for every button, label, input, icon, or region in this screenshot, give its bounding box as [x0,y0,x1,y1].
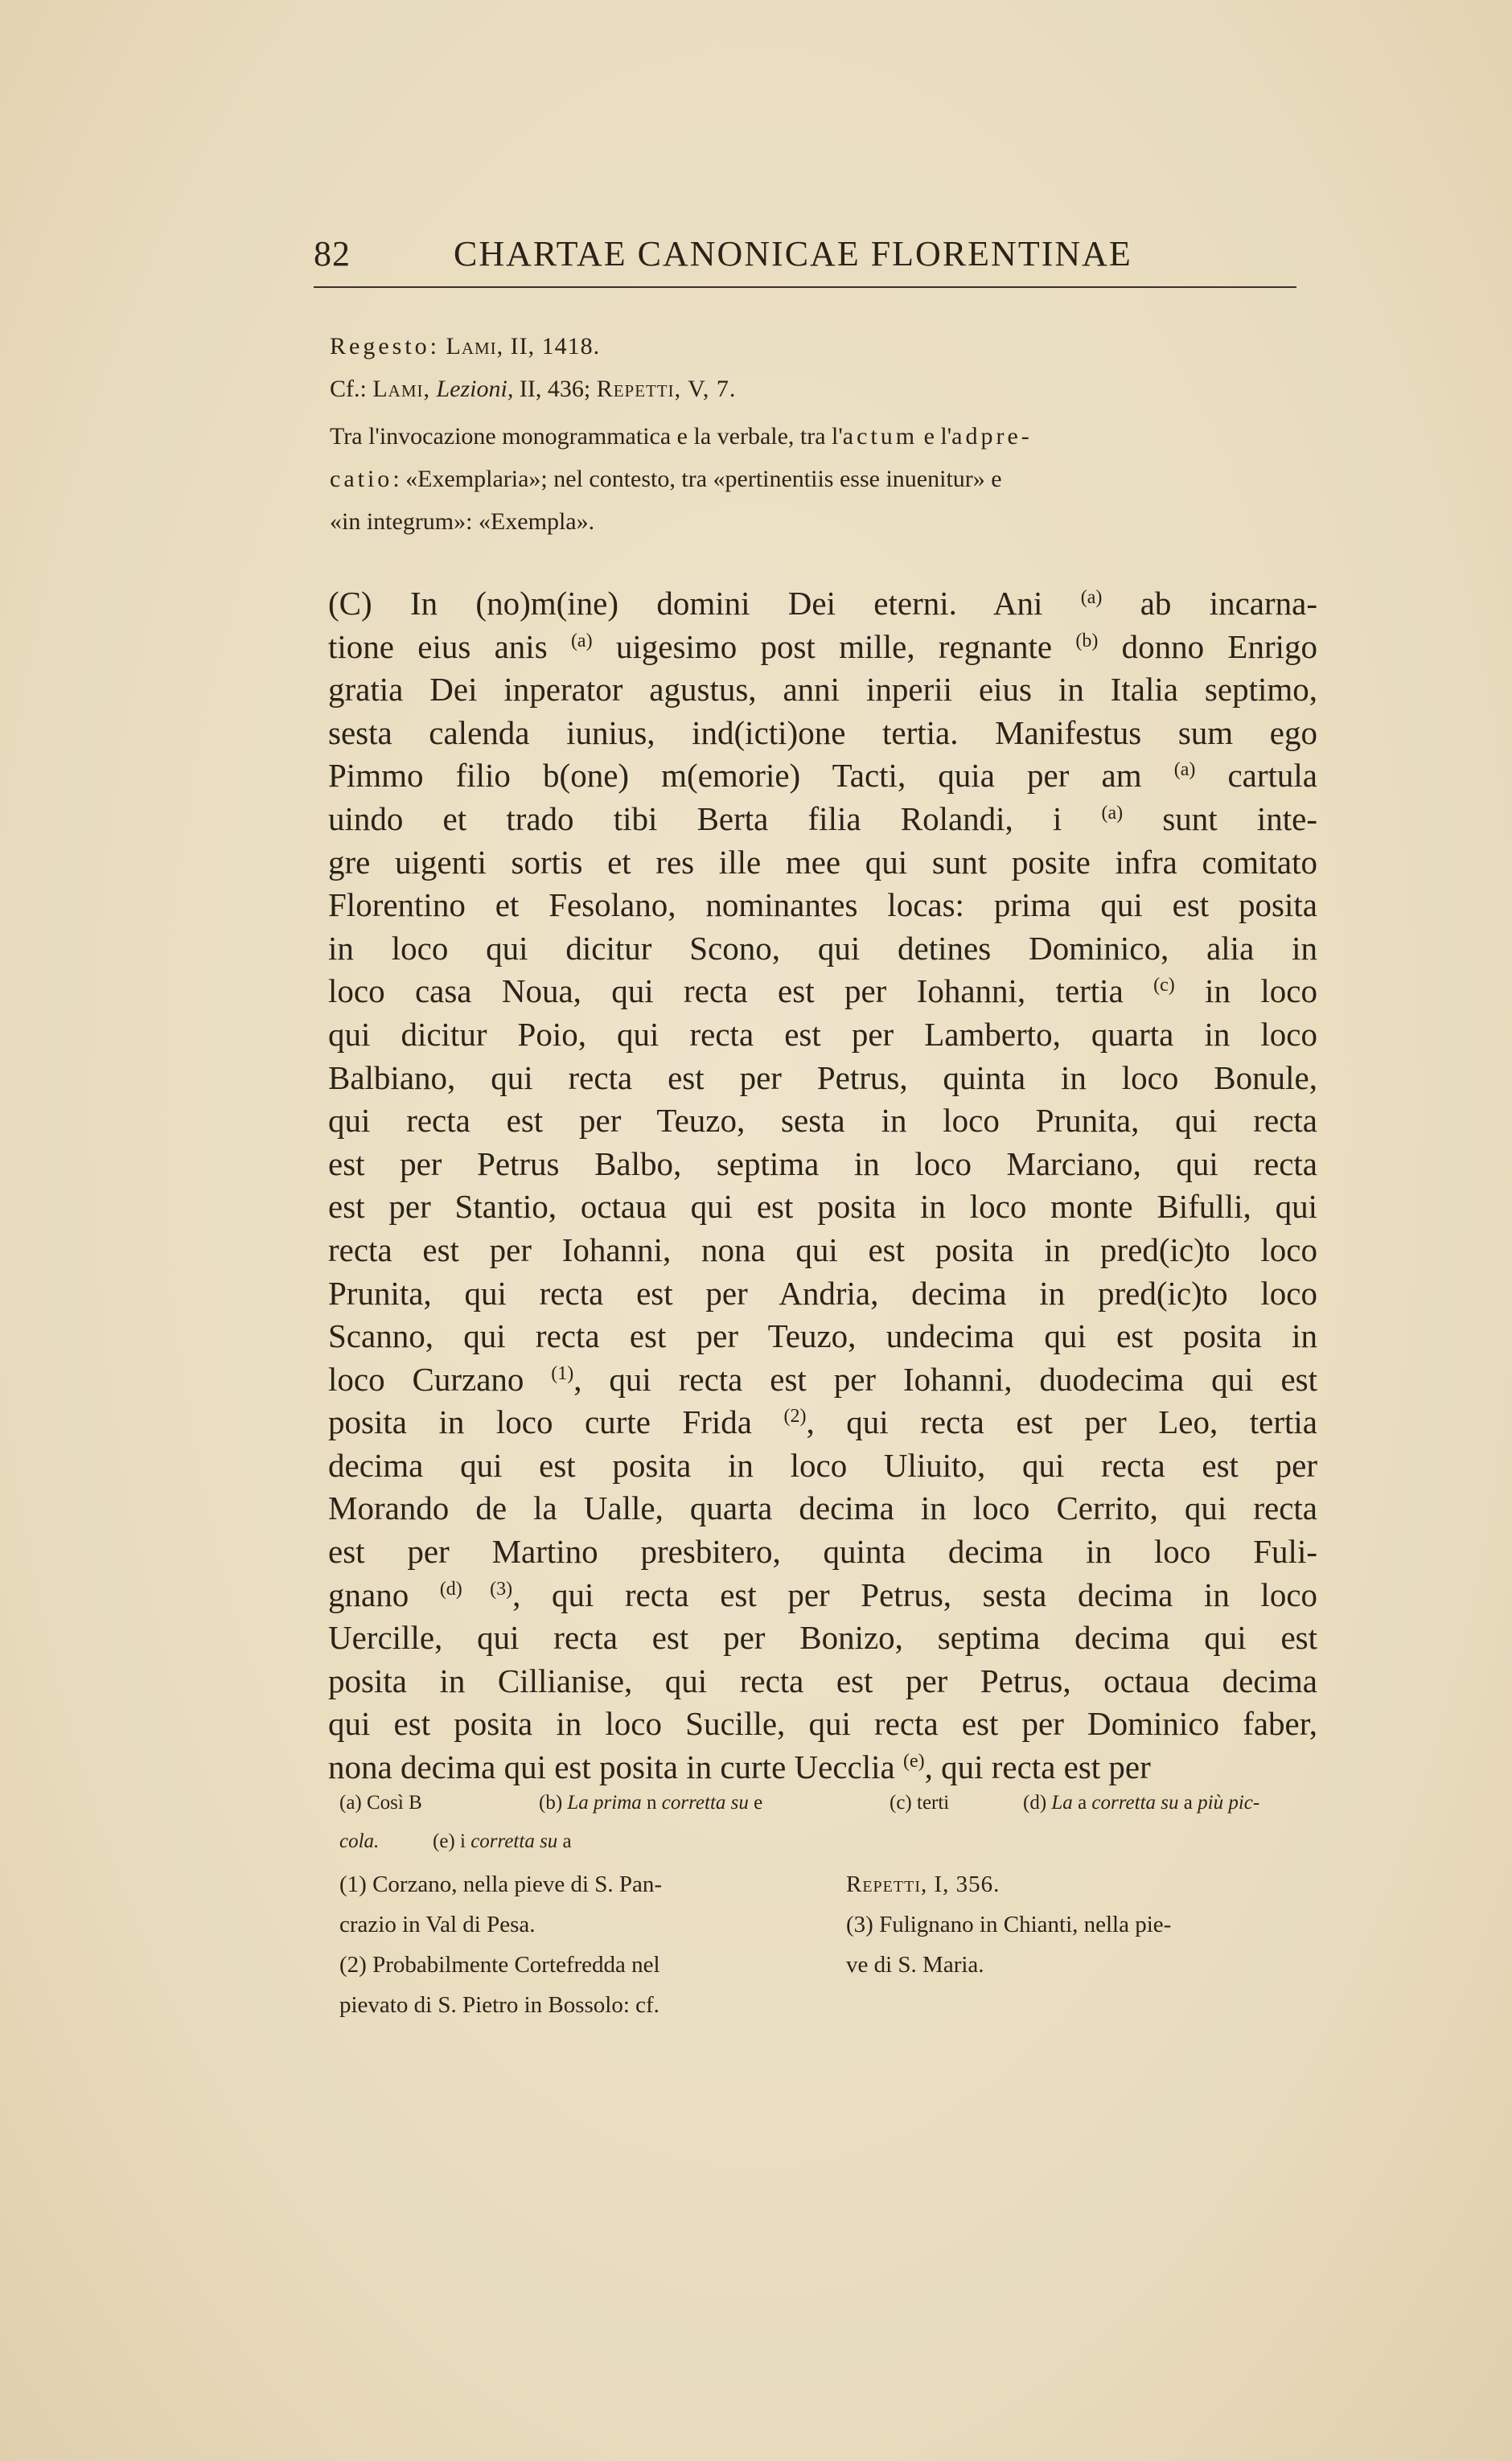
footnotes-right-column [846,1864,1329,1985]
charter-text-segment: Balbiano, qui recta est per Petrus, quinta in loco Bonule, [328,1058,1317,1096]
footnote-3-line-2: ve di S. Maria. [846,1952,984,1978]
charter-line [328,1617,1317,1660]
charter-text-segment: qui recta est per Teuzo, sesta in loco Prunita, qui recta [328,1102,1317,1140]
note-marker: (b) [1075,630,1099,651]
charter-text-segment: in loco [1174,972,1317,1010]
note-marker: (c) [1153,975,1175,996]
charter-text-segment: ab incarna- [1102,585,1317,622]
page-header [314,233,1296,290]
charter-text-segment: qui dicitur Poio, qui recta est per Lamberto, quarta in loco [328,1015,1317,1053]
charter-line [328,1143,1317,1186]
charter-line [328,1746,1317,1789]
apparatus-note-b: (b) La prima n corretta su e [539,1792,763,1814]
note-marker: (a) [1080,587,1103,608]
charter-text [328,582,1317,1789]
charter-text-segment: est per Martino presbitero, quinta decima in loco Fuli- [328,1533,1317,1571]
footnote-2-line-2: pievato di S. Pietro in Bossolo: cf. [339,1992,659,2018]
footnote-1-line-2: crazio in Val di Pesa. [339,1912,536,1937]
charter-line [328,1660,1317,1703]
critical-apparatus [339,1784,1329,1861]
charter-line [328,1315,1317,1358]
charter-text-segment: uigesimo post mille, regnante [592,627,1076,665]
charter-line [328,712,1317,755]
charter-line [328,798,1317,841]
charter-line [328,1444,1317,1488]
charter-line [328,841,1317,885]
note-marker: (d) (3) [439,1578,513,1600]
cf-line: Cf.: Lami, Lezioni, II, 436; Repetti, V, 7. [330,376,737,402]
charter-line [328,582,1317,626]
charter-text-segment: cartula [1195,757,1318,795]
charter-line [328,1487,1317,1530]
charter-text-segment: gnano [328,1576,440,1613]
footnote-3-line-1: (3) Fulignano in Chianti, nella pie- [846,1912,1172,1937]
apparatus-note-a: (a) Così B [339,1792,422,1814]
charter-text-segment: Scanno, qui recta est per Teuzo, undecima qui est posita in [328,1317,1317,1355]
charter-line [328,1358,1317,1402]
apparatus-note-e: (e) i corretta su a [433,1830,572,1852]
charter-text-segment: posita in Cillianise, qui recta est per Petrus, octaua decima [328,1662,1317,1699]
charter-text-segment: recta est per Iohanni, nona qui est posita in pred(ic)to loco [328,1230,1317,1268]
note-marker: (e) [902,1751,925,1773]
charter-line [328,1272,1317,1316]
charter-line [328,1703,1317,1746]
apparatus-row-2 [339,1822,1329,1861]
note-marker: (a) [1101,802,1124,824]
apparatus-note-d-continued: cola. [339,1830,380,1852]
note-marker: (1) [551,1362,574,1384]
footnote-1-line-1: (1) Corzano, nella pieve di S. Pan- [339,1871,663,1897]
footnotes-left-column [339,1864,822,2025]
editorial-note-line-3: «in integrum»: «Exempla». [330,508,595,535]
charter-text-segment: Morando de la Ualle, quarta decima in loco Cerrito, qui recta [328,1489,1317,1527]
charter-text-segment: loco Curzano [328,1360,552,1398]
charter-line [328,668,1317,712]
charter-text-segment: donno Enrigo [1098,627,1317,665]
note-marker: (2) [783,1406,807,1428]
charter-text-segment: Florentino et Fesolano, nominantes locas: prima qui est posita [328,886,1317,924]
charter-line [328,1401,1317,1444]
charter-line [328,1229,1317,1272]
charter-text-segment: est per Stantio, octaua qui est posita in loco monte Bifulli, qui [328,1188,1317,1226]
charter-text-segment: est per Petrus Balbo, septima in loco Marciano, qui recta [328,1144,1317,1182]
charter-text-segment: in loco qui dicitur Scono, qui detines Dominico, alia in [328,929,1317,967]
apparatus-note-c: (c) terti [890,1792,950,1814]
charter-text-segment: Pimmo filio b(one) m(emorie) Tacti, quia per am [328,757,1174,795]
charter-line [328,970,1317,1013]
charter-line [328,884,1317,927]
charter-text-segment: qui est posita in loco Sucille, qui recta est per Dominico faber, [328,1705,1317,1743]
charter-text-segment: uindo et trado tibi Berta filia Rolandi, i [328,799,1102,837]
charter-text-segment: posita in loco curte Frida [328,1403,784,1441]
footnote-2-line-3: Repetti, I, 356. [846,1871,1000,1897]
charter-text-segment: tione eius anis [328,627,571,665]
charter-text-segment: gre uigenti sortis et res ille mee qui sunt posite infra comitato [328,843,1317,881]
charter-text-segment: , qui recta est per Iohanni, duodecima qui est [573,1360,1317,1398]
charter-line [328,1057,1317,1100]
charter-text-segment: gratia Dei inperator agustus, anni inperii eius in Italia septimo, [328,671,1317,709]
charter-line [328,626,1317,669]
note-marker: (a) [570,630,593,651]
apparatus-row-1 [339,1784,1329,1822]
footnote-2-line-1: (2) Probabilmente Cortefredda nel [339,1952,660,1978]
charter-line [328,1099,1317,1143]
charter-line [328,754,1317,798]
charter-text-segment: (C) In (no)m(ine) domini Dei eterni. Ani [328,585,1081,622]
charter-line [328,1530,1317,1574]
charter-line [328,1185,1317,1229]
charter-line [328,1574,1317,1617]
regesto-line: Regesto: Lami, II, 1418. [330,333,601,359]
charter-text-segment: nona decima qui est posita in curte Uecclia [328,1748,903,1786]
apparatus-note-d: (d) La a corretta su a più pic- [1023,1792,1260,1814]
note-marker: (a) [1173,759,1196,781]
front-matter [330,325,1327,543]
charter-text-segment: , qui recta est per [924,1748,1151,1786]
charter-line [328,927,1317,971]
running-title: CHARTAE CANONICAE FLORENTINAE [454,234,1132,273]
charter-text-segment: Uercille, qui recta est per Bonizo, septima decima qui est [328,1619,1317,1657]
charter-text-segment: , qui recta est per Leo, tertia [806,1403,1317,1441]
charter-text-segment: decima qui est posita in loco Uliuito, qui recta est per [328,1446,1317,1484]
editorial-note-line-2: catio: «Exemplaria»; nel contesto, tra «pertinentiis esse inuenitur» e [330,466,1002,492]
charter-text-segment: sesta calenda iunius, ind(icti)one tertia. Manifestus sum ego [328,713,1317,751]
editorial-note-line-1: Tra l'invocazione monogrammatica e la verbale, tra l'actum e l'adpre- [330,423,1033,450]
header-rule [314,286,1296,288]
charter-text-segment: loco casa Noua, qui recta est per Iohanni, tertia [328,972,1154,1010]
charter-text-segment: , qui recta est per Petrus, sesta decima in loco [512,1576,1318,1613]
charter-text-segment: Prunita, qui recta est per Andria, decima in pred(ic)to loco [328,1274,1317,1312]
charter-text-segment: sunt inte- [1123,799,1317,837]
charter-line [328,1013,1317,1057]
page-number: 82 [314,234,351,273]
